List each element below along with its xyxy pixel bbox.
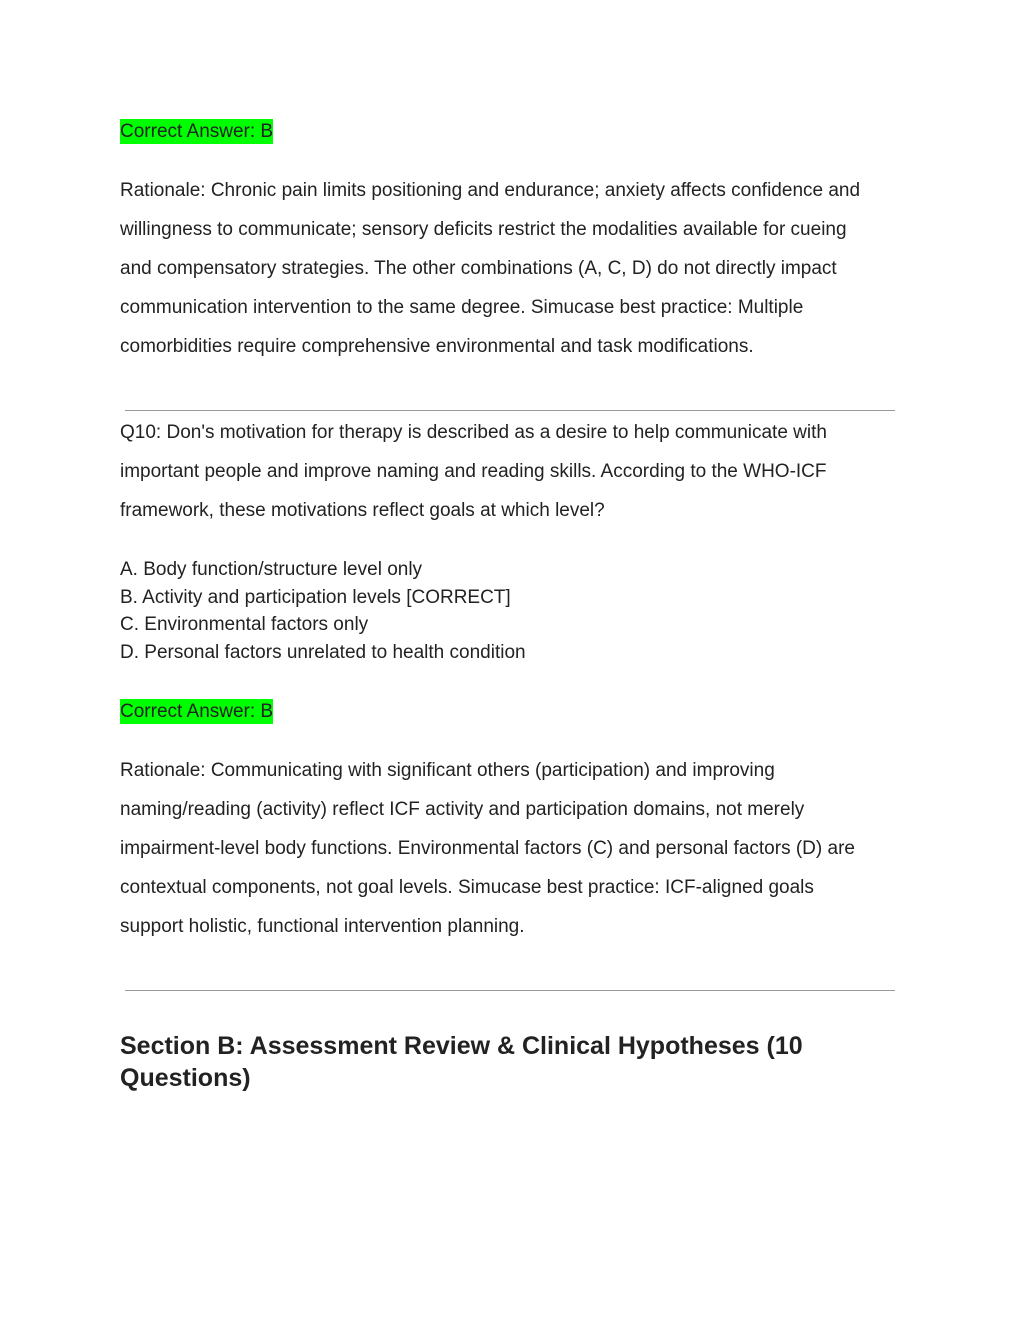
rationale-line: Rationale: Chronic pain limits positioning and endurance; anxiety affects confidence and (120, 180, 861, 201)
section-b-title: Section B: Assessment Review & Clinical Hypotheses (10 Questions) (120, 1032, 803, 1092)
rationale-line: communication intervention to the same degree. Simucase best practice: Multiple (120, 297, 804, 318)
option-d: D. Personal factors unrelated to health condition (120, 641, 526, 663)
rationale-line: willingness to communicate; sensory deficits restrict the modalities available for cueing (120, 219, 847, 240)
option-a: A. Body function/structure level only (120, 559, 423, 580)
rationale-block-1 (120, 171, 920, 366)
correct-answer-highlight (120, 699, 273, 724)
divider (125, 990, 895, 991)
correct-answer-label: Correct Answer: B (120, 121, 274, 142)
rationale-line: and compensatory strategies. The other combinations (A, C, D) do not directly impact (120, 258, 837, 279)
rationale-line: comorbidities require comprehensive environmental and task modifications. (120, 336, 754, 357)
question-line: important people and improve naming and reading skills. According to the WHO-ICF (120, 461, 827, 482)
divider (125, 410, 895, 411)
section-heading (120, 1030, 920, 1094)
question-line: framework, these motivations reflect goals at which level? (120, 500, 605, 521)
rationale-line: support holistic, functional intervention planning. (120, 916, 525, 937)
rationale-line: naming/reading (activity) reflect ICF activity and participation domains, not merely (120, 799, 805, 820)
correct-answer-highlight (120, 119, 273, 144)
correct-answer-label: Correct Answer: B (120, 701, 274, 722)
rationale-block-q10 (120, 751, 920, 946)
option-b: B. Activity and participation levels [CORRECT] (120, 586, 511, 608)
answer-options (120, 556, 920, 666)
rationale-line: Rationale: Communicating with significant others (participation) and improving (120, 760, 775, 781)
question-q10 (120, 413, 920, 530)
rationale-line: contextual components, not goal levels. Simucase best practice: ICF-aligned goals (120, 877, 814, 898)
option-c: C. Environmental factors only (120, 614, 369, 635)
rationale-line: impairment-level body functions. Environmental factors (C) and personal factors (D) are (120, 838, 855, 859)
question-line: Q10: Don's motivation for therapy is described as a desire to help communicate with (120, 422, 827, 443)
